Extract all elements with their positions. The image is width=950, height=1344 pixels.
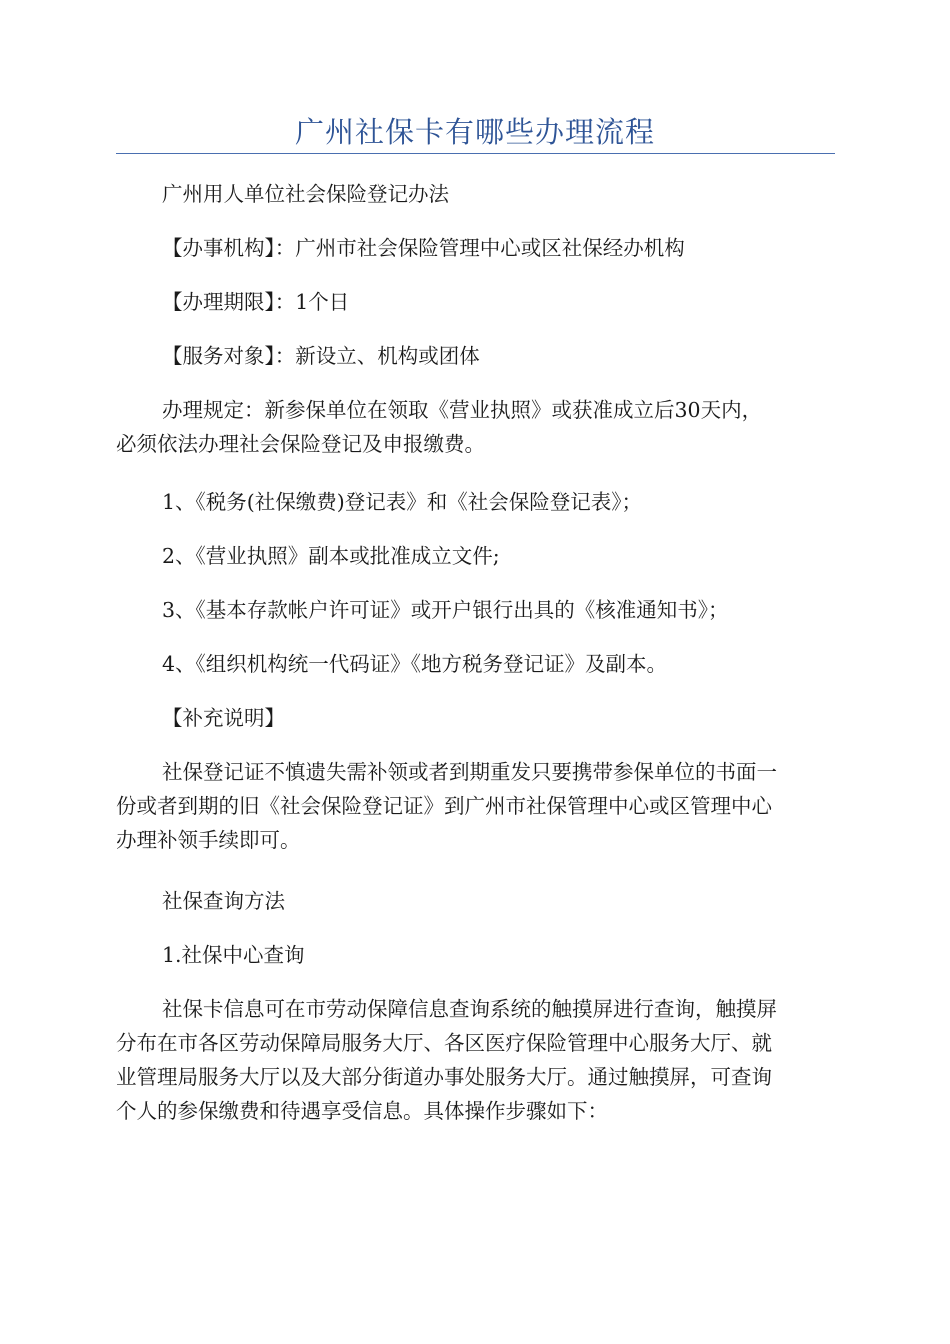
list-item-3: 3、《基本存款帐户许可证》或开户银行出具的《核准通知书》； <box>162 598 729 622</box>
paragraph-supplement-heading: 【补充说明】 <box>162 706 285 730</box>
paragraph-agency: 【办事机构】：广州市社会保险管理中心或区社保经办机构 <box>162 236 685 260</box>
paragraph-service-target: 【服务对象】：新设立、机构或团体 <box>162 344 480 368</box>
list-item-2: 2、《营业执照》副本或批准成立文件; <box>162 544 500 568</box>
paragraph-supplement: 社保登记证不慎遗失需补领或者到期重发只要携带参保单位的书面一 份或者到期的旧《社会保险登记证》到广州市社保管理中心或区管理中心 办理补领手续即可。 <box>116 760 777 852</box>
document-title: 广州社保卡有哪些办理流程 <box>294 115 655 149</box>
paragraph-registration-heading: 广州用人单位社会保险登记办法 <box>162 182 449 206</box>
list-item-1: 1、《税务(社保缴费)登记表》和《社会保险登记表》； <box>162 490 643 514</box>
paragraph-rules: 办理规定：新参保单位在领取《营业执照》或获准成立后30天内， 必须依法办理社会保险登记及申报缴费。 <box>116 398 763 456</box>
paragraph-query-details: 社保卡信息可在市劳动保障信息查询系统的触摸屏进行查询，触摸屏 分布在市各区劳动保障局服务大厅、各区医疗保险管理中心服务大厅、就 业管理局服务大厅以及大部分街道办事处服务大厅。通过触摸屏，可查询 个人的参保缴费和待遇享受信息。具体操作步骤如下： <box>116 997 777 1123</box>
title-underline <box>116 153 835 154</box>
paragraph-query-heading: 社保查询方法 <box>162 889 285 913</box>
list-item-4: 4、《组织机构统一代码证》《地方税务登记证》及副本。 <box>162 652 668 676</box>
paragraph-duration: 【办理期限】：1个日 <box>162 290 350 314</box>
paragraph-query-method-1: 1.社保中心查询 <box>162 943 305 967</box>
